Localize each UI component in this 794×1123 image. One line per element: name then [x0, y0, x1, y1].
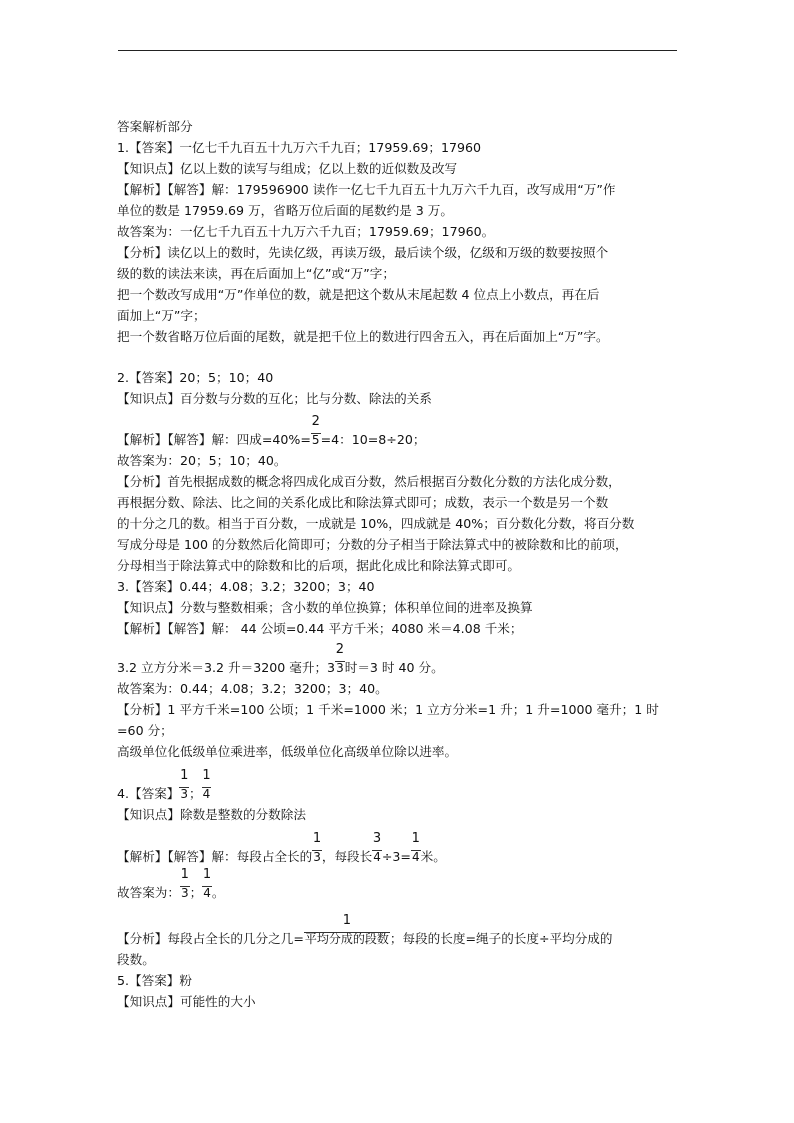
text-segment: 级的数的读法来读，再在后面加上“亿”或“万”字； — [117, 266, 395, 281]
fraction-denominator: 3 — [313, 850, 321, 864]
text-segment: 分母相当于除法算式中的除数和比的后项，据此化成比和除法算式即可。 — [117, 558, 520, 573]
text-segment: 的十分之几的数。相当于百分数，一成就是 10%，四成就是 40%；百分数化分数，将百分数 — [117, 516, 635, 531]
text-line — [117, 266, 395, 282]
text-segment: ；每段的长度=绳子的长度÷平均分成的 — [389, 931, 613, 946]
text-segment: 3.2 立方分米＝3.2 升＝3200 毫升；3 — [117, 660, 336, 675]
text-line — [117, 516, 634, 532]
text-line — [117, 621, 523, 637]
fraction-numerator: 2 — [311, 414, 320, 429]
fraction-numerator: 1 — [180, 768, 189, 783]
fraction-denominator: 4 — [373, 850, 381, 864]
text-segment: ； — [189, 786, 202, 801]
text-segment: 米。 — [420, 849, 446, 864]
text-segment: 故答案为：0.44；4.08；3.2；3200；3；40。 — [117, 681, 388, 696]
text-segment: 3.【答案】0.44；4.08；3.2；3200；3；40 — [117, 579, 375, 594]
text-segment: 故答案为：20；5；10；40。 — [117, 453, 287, 468]
text-segment: 故答案为： — [117, 885, 180, 900]
text-segment: ，每段长 — [321, 849, 373, 864]
text-line — [117, 329, 609, 345]
fraction — [202, 867, 212, 901]
text-line — [117, 831, 446, 865]
fraction — [411, 831, 421, 865]
header-rule — [118, 50, 677, 51]
text-segment: 把一个数省略万位后面的尾数，就是把千位上的数进行四舍五入，再在后面加上“万”字。 — [117, 329, 609, 344]
fraction — [179, 768, 189, 802]
text-line — [117, 414, 426, 448]
text-segment: 2.【答案】20；5；10；40 — [117, 370, 274, 385]
text-segment: 【解析】【解答】解：四成=40%= — [117, 432, 311, 447]
text-segment: 【知识点】亿以上数的读写与组成；亿以上数的近似数及改写 — [117, 161, 458, 176]
text-segment: 时＝3 时 40 分。 — [344, 660, 444, 675]
fraction-numerator: 3 — [372, 831, 382, 846]
text-segment: ； — [189, 885, 203, 900]
fraction-numerator: 1 — [342, 913, 352, 928]
text-line — [117, 579, 375, 595]
text-line — [117, 913, 613, 947]
text-segment: 再根据分数、除法、比之间的关系化成比和除法算式即可；成数，表示一个数是另一个数 — [117, 495, 609, 510]
text-line — [117, 723, 173, 739]
text-segment: 【分析】每段占全长的几分之几= — [117, 931, 304, 946]
text-segment: ÷3= — [381, 849, 411, 864]
text-line — [117, 681, 388, 697]
text-line — [117, 495, 608, 511]
text-segment: 【分析】读亿以上的数时，先读亿级，再读万级，最后读个级，亿级和万级的数要按照个 — [117, 245, 609, 260]
text-line — [117, 600, 533, 616]
fraction-denominator: 4 — [203, 886, 211, 900]
fraction-numerator: 1 — [411, 831, 420, 846]
fraction-denominator: 3 — [336, 661, 344, 675]
text-line — [117, 973, 192, 989]
text-segment: 单位的数是 17959.69 万，省略万位后面的尾数约是 3 万。 — [117, 203, 453, 218]
text-line — [117, 161, 457, 177]
text-line — [117, 245, 608, 261]
fraction-numerator: 1 — [202, 768, 211, 783]
text-line — [117, 807, 306, 823]
text-segment: =4：10=8÷20； — [320, 432, 426, 447]
fraction — [312, 831, 322, 865]
text-line — [117, 182, 615, 198]
text-line — [117, 224, 494, 240]
fraction-denominator: 5 — [311, 433, 320, 447]
text-segment: 【知识点】除数是整数的分数除法 — [117, 807, 306, 822]
text-line — [117, 768, 211, 802]
text-segment: =60 分； — [117, 723, 173, 738]
text-line — [117, 537, 628, 553]
text-line — [117, 558, 520, 574]
text-segment: 答案解析部分 — [117, 119, 193, 134]
text-segment: 故答案为：一亿七千九百五十九万六千九百；17959.69；17960。 — [117, 224, 495, 239]
text-line — [117, 391, 432, 407]
fraction — [372, 831, 382, 865]
fraction-denominator: 3 — [180, 886, 189, 900]
text-line — [117, 994, 256, 1010]
fraction-denominator: 3 — [180, 787, 189, 801]
fraction — [335, 642, 345, 676]
text-line — [117, 370, 273, 386]
text-line — [117, 308, 206, 324]
fraction-numerator: 2 — [335, 642, 345, 657]
section-title — [117, 119, 193, 135]
text-segment: 【分析】1 平方千米=100 公顷；1 千米=1000 米；1 立方分米=1 升；1 升=1000 毫升；1 时 — [117, 702, 659, 717]
text-segment: 【知识点】可能性的大小 — [117, 994, 256, 1009]
text-line — [117, 287, 599, 303]
fraction — [311, 414, 321, 448]
text-segment: 。 — [211, 885, 225, 900]
text-segment: 1.【答案】一亿七千九百五十九万六千九百；17959.69；17960 — [117, 140, 482, 155]
text-segment: 【解析】【解答】解：每段占全长的 — [117, 849, 313, 864]
fraction-numerator: 1 — [312, 831, 322, 846]
fraction — [202, 768, 212, 802]
text-segment: 【分析】首先根据成数的概念将四成化成百分数，然后根据百分数化分数的方法化成分数， — [117, 474, 621, 489]
text-segment: 写成分母是 100 的分数然后化简即可；分数的分子相当于除法算式中的被除数和比的前项， — [117, 537, 628, 552]
fraction-numerator: 1 — [202, 867, 212, 882]
fraction-denominator: 4 — [411, 850, 420, 864]
text-line — [117, 203, 453, 219]
text-line — [117, 952, 155, 968]
fraction — [304, 913, 390, 947]
text-segment: 4.【答案】 — [117, 786, 180, 801]
text-line — [117, 140, 481, 156]
fraction-denominator: 平均分成的段数 — [304, 932, 389, 946]
text-segment: 高级单位化低级单位乘进率，低级单位化高级单位除以进率。 — [117, 744, 458, 759]
text-segment: 【知识点】百分数与分数的互化；比与分数、除法的关系 — [117, 391, 432, 406]
text-segment: 段数。 — [117, 952, 155, 967]
text-segment: 把一个数改写成用“万”作单位的数，就是把这个数从末尾起数 4 位点上小数点，再在后 — [117, 287, 600, 302]
text-segment: 【解析】【解答】解：179596900 读作一亿七千九百五十九万六千九百，改写成用“万”作 — [117, 182, 616, 197]
text-line — [117, 702, 659, 718]
text-line — [117, 867, 225, 901]
fraction-denominator: 4 — [202, 787, 211, 801]
text-line — [117, 474, 621, 490]
text-segment: 【知识点】分数与整数相乘；含小数的单位换算；体积单位间的进率及换算 — [117, 600, 533, 615]
text-segment: 5.【答案】粉 — [117, 973, 192, 988]
text-line — [117, 453, 286, 469]
text-line — [117, 642, 444, 676]
text-segment: 面加上“万”字； — [117, 308, 206, 323]
text-line — [117, 744, 457, 760]
fraction — [180, 867, 190, 901]
text-segment: 【解析】【解答】解： 44 公顷=0.44 平方千米；4080 米＝4.08 千米； — [117, 621, 523, 636]
fraction-numerator: 1 — [180, 867, 189, 882]
